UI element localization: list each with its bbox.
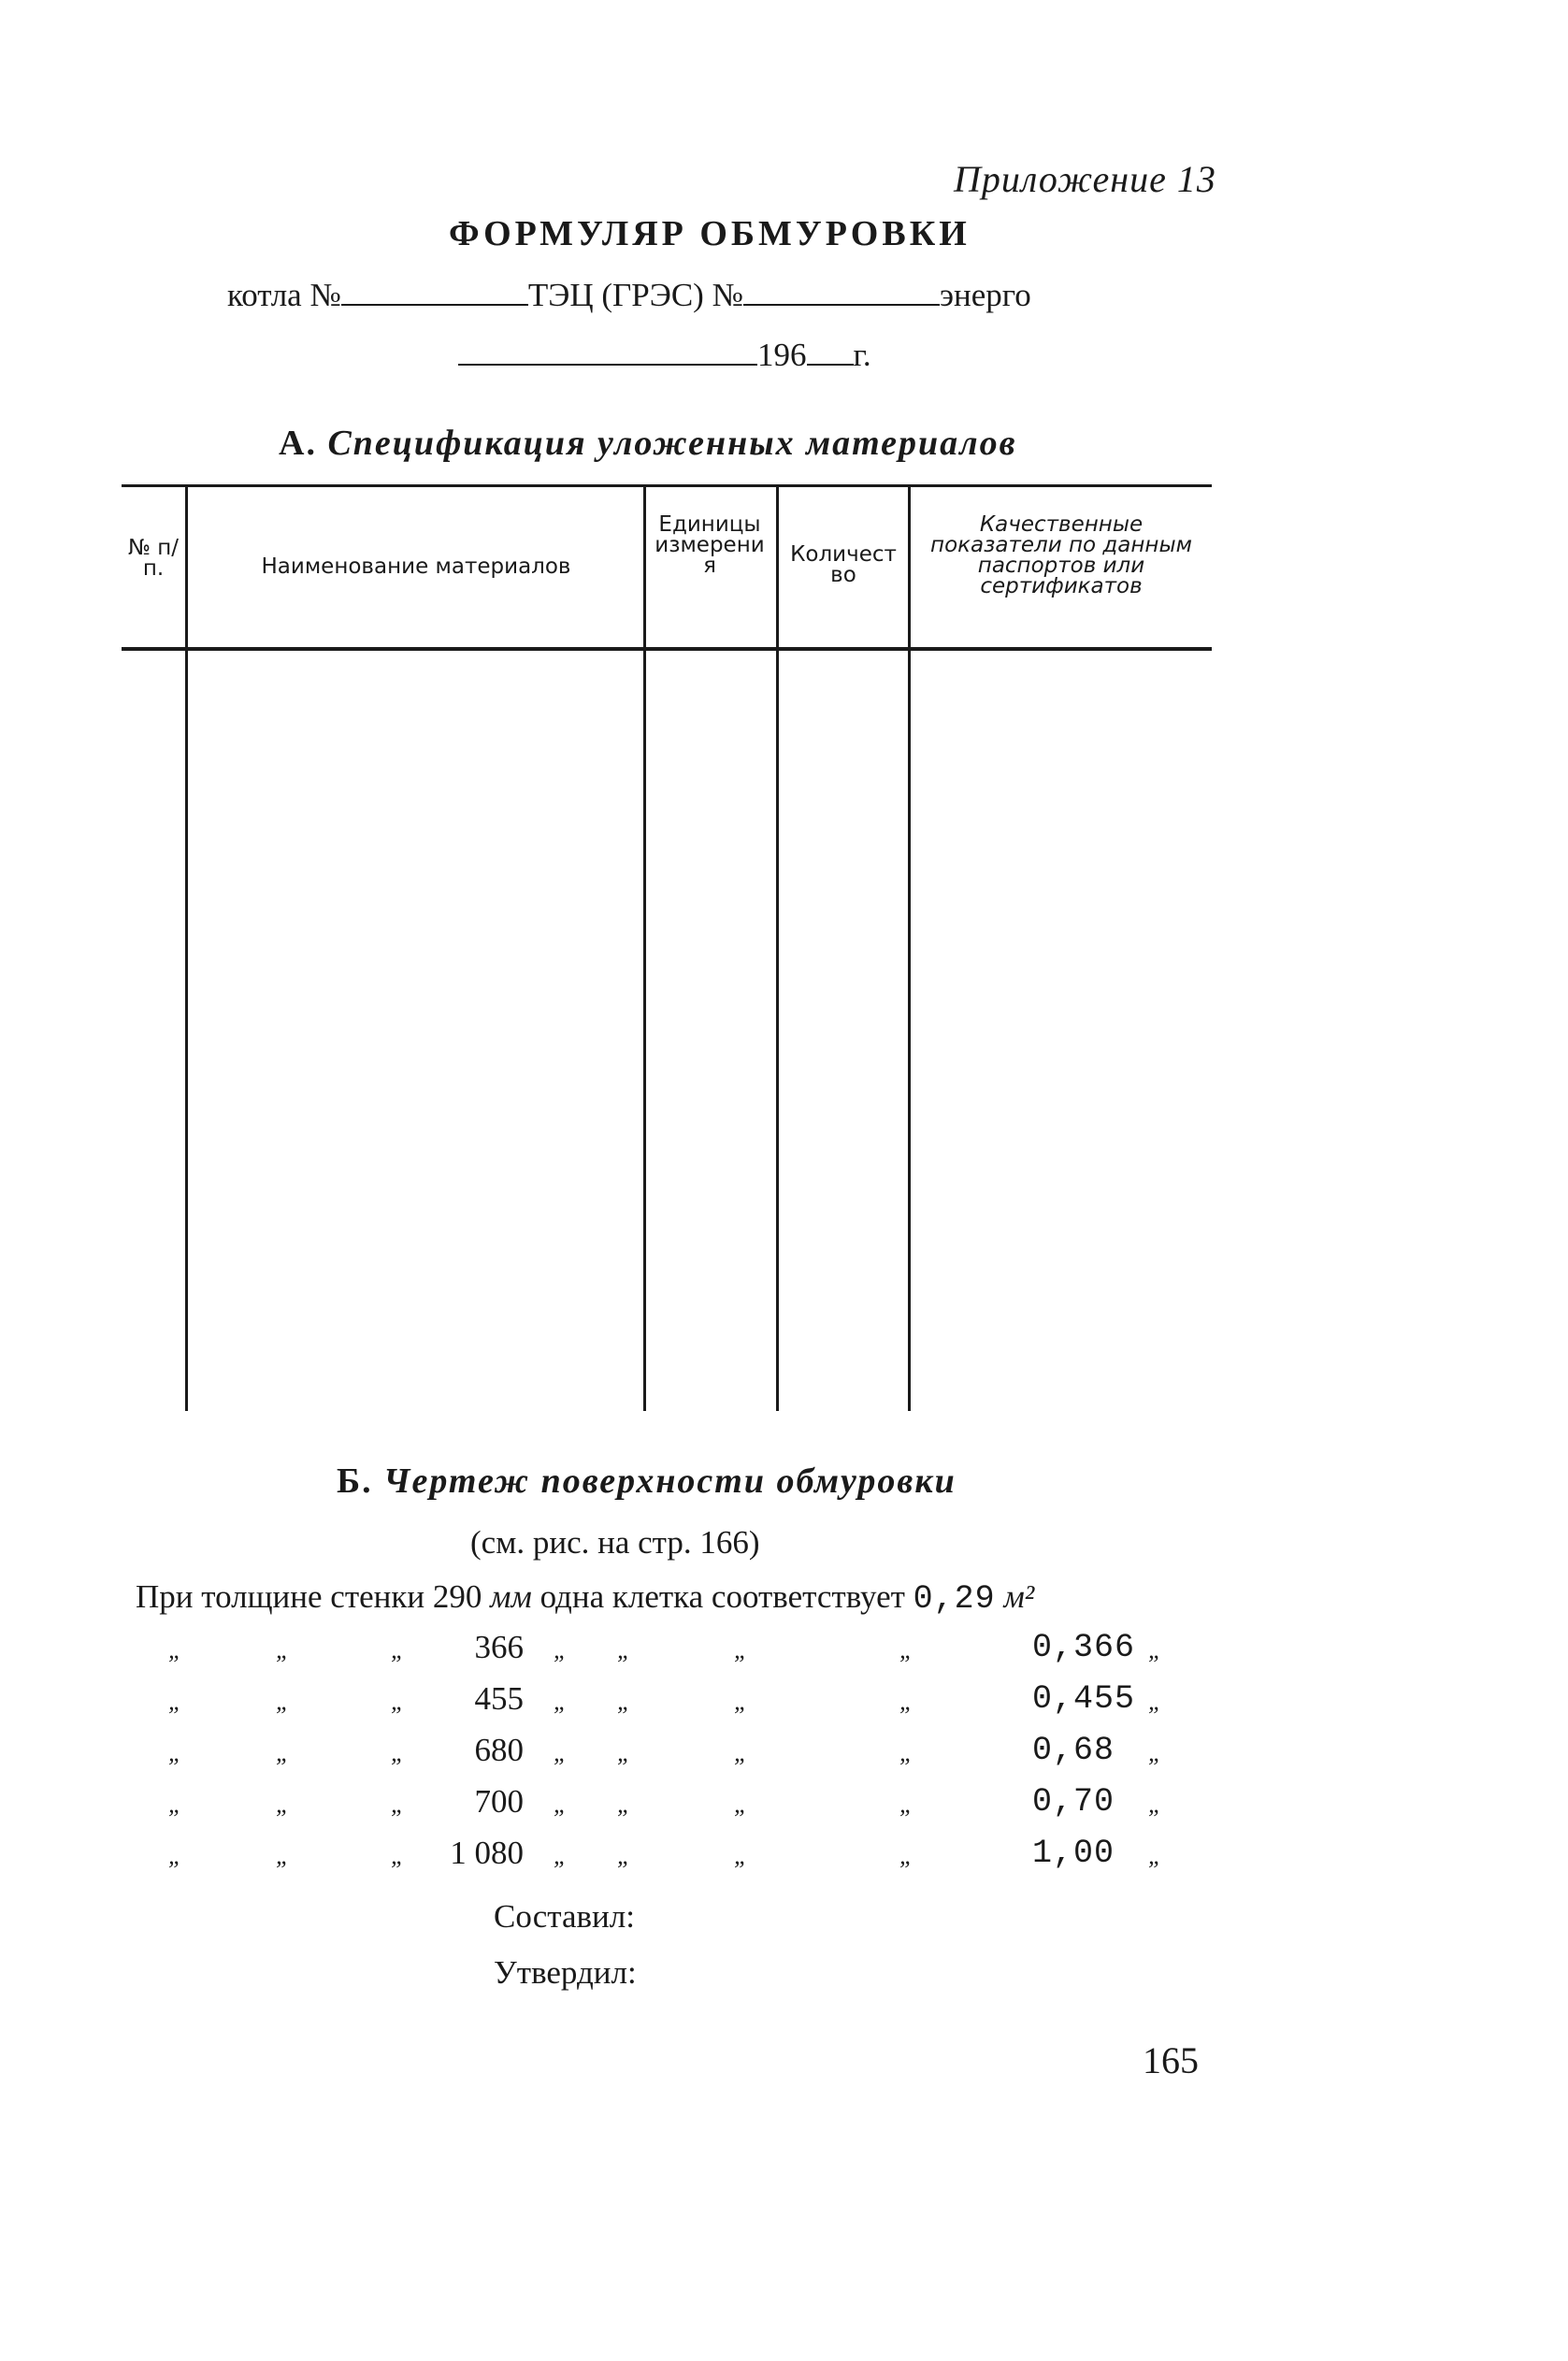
ditto-mark: „	[734, 1688, 748, 1715]
ditto-mark: „	[276, 1739, 290, 1766]
ditto-mark: „	[1148, 1842, 1162, 1869]
ditto-mark: „	[734, 1791, 748, 1818]
column-header-units: Единицы измерения	[655, 512, 765, 578]
boiler-prefix: котла №	[227, 277, 341, 313]
ditto-mark: „	[276, 1688, 290, 1715]
row-thickness: 455	[474, 1680, 524, 1717]
boiler-line	[227, 277, 1031, 314]
column-header-material: Наименование материалов	[261, 554, 571, 579]
row-thickness: 366	[474, 1629, 524, 1665]
document-title: ФОРМУЛЯР ОБМУРОВКИ	[449, 214, 971, 253]
section-a-title: Спецификация уложенных материалов	[327, 424, 1017, 463]
tec-number-blank	[743, 278, 940, 306]
ditto-mark: „	[617, 1739, 631, 1766]
ditto-mark: „	[554, 1636, 568, 1663]
ditto-mark: „	[554, 1842, 568, 1869]
table-divider-3	[776, 487, 779, 1411]
row-unit-mm: мм	[490, 1578, 532, 1615]
ditto-mark: „	[899, 1688, 913, 1715]
drawing-reference: (см. рис. на стр. 166)	[470, 1524, 760, 1561]
ditto-mark: „	[617, 1636, 631, 1663]
ditto-mark: „	[899, 1739, 913, 1766]
ditto-mark: „	[1148, 1636, 1162, 1663]
year-prefix: 196	[757, 337, 807, 373]
tec-label: ТЭЦ (ГРЭС) №	[527, 277, 743, 313]
ditto-mark: „	[1148, 1688, 1162, 1715]
row-thickness: 290	[432, 1578, 482, 1615]
section-b-heading	[337, 1461, 957, 1502]
row-thickness: 700	[474, 1783, 524, 1820]
ditto-mark: „	[391, 1791, 405, 1818]
row-unit-m2: м²	[1003, 1578, 1035, 1615]
section-b-letter: Б.	[337, 1461, 373, 1501]
table-header-rule	[122, 647, 1212, 651]
list-item	[136, 1578, 1034, 1618]
section-b-title: Чертеж поверхности обмуровки	[383, 1461, 957, 1501]
ditto-mark: „	[734, 1636, 748, 1663]
ditto-mark: „	[899, 1636, 913, 1663]
section-a-letter: А.	[279, 424, 317, 463]
ditto-mark: „	[391, 1739, 405, 1766]
boiler-number-blank	[341, 278, 528, 306]
ditto-mark: „	[1148, 1739, 1162, 1766]
ditto-mark: „	[554, 1739, 568, 1766]
ditto-mark: „	[1148, 1791, 1162, 1818]
ditto-mark: „	[617, 1791, 631, 1818]
row-prefix: При толщине стенки	[136, 1578, 425, 1615]
table-top-rule	[122, 484, 1212, 487]
ditto-mark: „	[168, 1842, 182, 1869]
ditto-mark: „	[168, 1739, 182, 1766]
ditto-mark: „	[734, 1739, 748, 1766]
row-thickness: 1 080	[450, 1835, 524, 1871]
ditto-mark: „	[168, 1688, 182, 1715]
year-blank	[807, 338, 854, 366]
section-a-heading	[279, 423, 1017, 464]
row-thickness: 680	[474, 1732, 524, 1768]
table-divider-4	[908, 487, 911, 1411]
row-area: 0,68	[1032, 1732, 1115, 1769]
date-blank	[458, 338, 757, 366]
ditto-mark: „	[168, 1791, 182, 1818]
column-header-quantity: Количество	[790, 542, 897, 587]
ditto-mark: „	[734, 1842, 748, 1869]
ditto-mark: „	[554, 1791, 568, 1818]
row-area: 0,455	[1032, 1680, 1136, 1718]
ditto-mark: „	[391, 1636, 405, 1663]
ditto-mark: „	[554, 1688, 568, 1715]
table-divider-2	[643, 487, 646, 1411]
ditto-mark: „	[391, 1842, 405, 1869]
row-area: 0,29	[913, 1580, 996, 1618]
year-suffix: г.	[853, 337, 871, 373]
table-divider-1	[185, 487, 188, 1411]
ditto-mark: „	[899, 1842, 913, 1869]
energo-label: энерго	[939, 277, 1031, 313]
column-header-quality: Качественные показатели по данным паспортов или сертификатов	[930, 512, 1192, 598]
ditto-mark: „	[276, 1636, 290, 1663]
row-mid: одна клетка соответствует	[539, 1578, 905, 1615]
ditto-mark: „	[276, 1791, 290, 1818]
row-area: 0,70	[1032, 1783, 1115, 1821]
page-number: 165	[1143, 2039, 1199, 2081]
row-area: 0,366	[1032, 1629, 1136, 1666]
appendix-label: Приложение 13	[954, 158, 1216, 200]
approved-by-label: Утвердил:	[494, 1954, 637, 1991]
date-line	[458, 337, 871, 374]
row-area: 1,00	[1032, 1835, 1115, 1872]
ditto-mark: „	[899, 1791, 913, 1818]
ditto-mark: „	[276, 1842, 290, 1869]
ditto-mark: „	[617, 1842, 631, 1869]
compiled-by-label: Составил:	[494, 1898, 635, 1935]
ditto-mark: „	[617, 1688, 631, 1715]
column-header-number: № п/п.	[127, 536, 180, 581]
ditto-mark: „	[391, 1688, 405, 1715]
ditto-mark: „	[168, 1636, 182, 1663]
